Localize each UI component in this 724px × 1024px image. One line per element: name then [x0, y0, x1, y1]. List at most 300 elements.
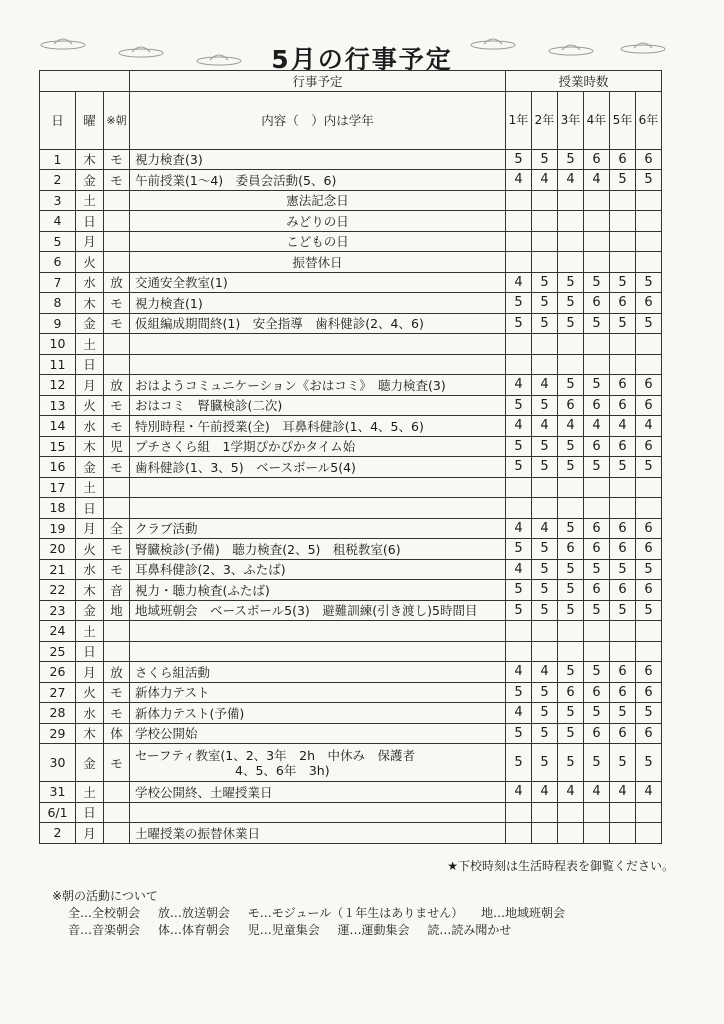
- hours-cell: 5: [532, 313, 558, 334]
- hours-cell: [558, 477, 584, 498]
- hours-cell: 5: [636, 313, 662, 334]
- morning-cell: [104, 334, 130, 355]
- hours-cell: 6: [636, 395, 662, 416]
- schedule-row: [40, 802, 662, 823]
- hours-cell: 4: [558, 416, 584, 437]
- schedule-row: [40, 723, 662, 744]
- event-cell: [130, 641, 506, 662]
- hours-cell: 5: [532, 744, 558, 782]
- hours-cell: 5: [584, 559, 610, 580]
- hours-cell: 4: [532, 782, 558, 803]
- hours-cell: [506, 621, 532, 642]
- note-item: 読…読み聞かせ: [427, 923, 512, 937]
- day-cell: 18: [40, 498, 76, 519]
- event-cell: 振替休日: [130, 252, 506, 273]
- dow-cell: 火: [76, 539, 104, 560]
- hours-cell: 5: [636, 744, 662, 782]
- hours-cell: 4: [584, 170, 610, 191]
- day-cell: 11: [40, 354, 76, 375]
- event-cell: 土曜授業の振替休業日: [130, 823, 506, 844]
- hours-cell: [532, 231, 558, 252]
- schedule-row: [40, 211, 662, 232]
- day-cell: 9: [40, 313, 76, 334]
- schedule-row: [40, 354, 662, 375]
- morning-cell: [104, 498, 130, 519]
- hours-cell: [558, 252, 584, 273]
- hours-cell: [532, 354, 558, 375]
- header-row-top: [40, 71, 662, 92]
- hours-cell: [610, 252, 636, 273]
- morning-cell: 体: [104, 723, 130, 744]
- hours-cell: 5: [636, 559, 662, 580]
- hours-cell: [532, 252, 558, 273]
- hours-cell: [584, 498, 610, 519]
- hours-cell: 6: [558, 395, 584, 416]
- morning-cell: モ: [104, 457, 130, 478]
- day-cell: 2: [40, 170, 76, 191]
- hours-cell: [532, 802, 558, 823]
- schedule-row: [40, 416, 662, 437]
- morning-cell: [104, 252, 130, 273]
- hours-cell: [558, 621, 584, 642]
- hours-cell: 6: [610, 723, 636, 744]
- hours-cell: 5: [506, 580, 532, 601]
- note-item: 全…全校朝会: [68, 906, 141, 920]
- hours-cell: 6: [610, 293, 636, 314]
- hours-cell: [558, 211, 584, 232]
- hours-cell: 5: [506, 682, 532, 703]
- dow-cell: 日: [76, 211, 104, 232]
- hours-cell: [636, 802, 662, 823]
- day-cell: 3: [40, 190, 76, 211]
- morning-cell: 放: [104, 662, 130, 683]
- hours-cell: [584, 211, 610, 232]
- footer-note: ★下校時刻は生活時程表を御覧ください。: [447, 859, 674, 873]
- morning-cell: 放: [104, 272, 130, 293]
- event-line: 4、5、6年 3h): [235, 762, 330, 778]
- day-cell: 6/1: [40, 802, 76, 823]
- morning-cell: 全: [104, 518, 130, 539]
- hours-cell: [532, 211, 558, 232]
- hours-cell: [506, 641, 532, 662]
- hours-cell: 5: [610, 313, 636, 334]
- dow-cell: 金: [76, 600, 104, 621]
- hours-cell: 5: [584, 703, 610, 724]
- schedule-row: [40, 190, 662, 211]
- morning-cell: [104, 823, 130, 844]
- day-cell: 1: [40, 149, 76, 170]
- dow-cell: 水: [76, 272, 104, 293]
- hours-cell: [506, 190, 532, 211]
- day-cell: 21: [40, 559, 76, 580]
- dow-cell: 金: [76, 170, 104, 191]
- morning-activity-notes: [52, 888, 579, 939]
- hours-cell: [506, 334, 532, 355]
- schedule-row: [40, 252, 662, 273]
- schedule-row: [40, 539, 662, 560]
- dow-cell: 日: [76, 498, 104, 519]
- event-cell: おはコミ 腎臓検診(二次): [130, 395, 506, 416]
- dow-cell: 月: [76, 375, 104, 396]
- grade-header: 3年: [558, 91, 584, 149]
- hours-cell: [584, 802, 610, 823]
- hours-cell: 5: [610, 170, 636, 191]
- morning-cell: 放: [104, 375, 130, 396]
- hours-cell: [584, 354, 610, 375]
- event-cell: [130, 477, 506, 498]
- schedule-row: [40, 436, 662, 457]
- hours-cell: [532, 641, 558, 662]
- hours-cell: 4: [610, 416, 636, 437]
- hours-cell: [610, 802, 636, 823]
- hours-cell: [610, 621, 636, 642]
- hours-cell: 5: [558, 272, 584, 293]
- morning-cell: [104, 782, 130, 803]
- event-cell: [130, 354, 506, 375]
- hours-cell: 5: [532, 436, 558, 457]
- hours-cell: 5: [558, 293, 584, 314]
- hours-cell: 5: [532, 703, 558, 724]
- note-item: 運…運動集会: [337, 923, 410, 937]
- hours-cell: 5: [558, 457, 584, 478]
- schedule-row: [40, 170, 662, 191]
- event-cell: さくら組活動: [130, 662, 506, 683]
- hours-cell: 5: [532, 149, 558, 170]
- hours-cell: [584, 477, 610, 498]
- hours-cell: 5: [532, 457, 558, 478]
- schedule-row: [40, 662, 662, 683]
- dow-cell: 水: [76, 703, 104, 724]
- hours-cell: 5: [558, 559, 584, 580]
- hours-cell: [558, 190, 584, 211]
- hours-cell: 4: [558, 170, 584, 191]
- schedule-row: [40, 477, 662, 498]
- hours-cell: 5: [610, 744, 636, 782]
- note-item: 地…地域班朝会: [481, 906, 566, 920]
- header-blank: [40, 71, 130, 92]
- hours-cell: 4: [506, 518, 532, 539]
- hours-cell: [636, 190, 662, 211]
- event-cell: 交通安全教室(1): [130, 272, 506, 293]
- morning-cell: [104, 211, 130, 232]
- notes-line-2: [52, 922, 579, 939]
- morning-header: ※朝: [104, 91, 130, 149]
- hours-cell: [584, 190, 610, 211]
- hours-cell: [610, 354, 636, 375]
- note-item: 放…放送朝会: [157, 906, 230, 920]
- dow-cell: 土: [76, 190, 104, 211]
- schedule-row: [40, 498, 662, 519]
- hours-cell: 4: [532, 662, 558, 683]
- hours-cell: [584, 621, 610, 642]
- hours-cell: 5: [584, 457, 610, 478]
- day-cell: 23: [40, 600, 76, 621]
- hours-cell: 5: [636, 457, 662, 478]
- dow-cell: 金: [76, 744, 104, 782]
- hours-cell: 5: [584, 272, 610, 293]
- morning-cell: モ: [104, 313, 130, 334]
- schedule-row: [40, 782, 662, 803]
- schedule-row: [40, 272, 662, 293]
- day-cell: 26: [40, 662, 76, 683]
- day-cell: 10: [40, 334, 76, 355]
- morning-cell: モ: [104, 744, 130, 782]
- event-cell: みどりの日: [130, 211, 506, 232]
- hours-cell: 6: [636, 580, 662, 601]
- event-cell: プチさくら組 1学期ぴかぴかタイム始: [130, 436, 506, 457]
- hours-cell: 5: [636, 272, 662, 293]
- day-cell: 2: [40, 823, 76, 844]
- hours-cell: 6: [584, 436, 610, 457]
- hours-cell: 5: [558, 600, 584, 621]
- hours-cell: [532, 477, 558, 498]
- hours-cell: 6: [610, 580, 636, 601]
- hours-cell: 5: [506, 744, 532, 782]
- day-cell: 8: [40, 293, 76, 314]
- day-cell: 13: [40, 395, 76, 416]
- schedule-row: [40, 375, 662, 396]
- event-line: セーフティ教室(1、2、3年 2h 中休み 保護者: [135, 747, 415, 763]
- hours-cell: 5: [558, 723, 584, 744]
- hours-cell: 6: [610, 149, 636, 170]
- schedule-row: [40, 580, 662, 601]
- schedule-row: [40, 313, 662, 334]
- event-cell: 憲法記念日: [130, 190, 506, 211]
- morning-cell: [104, 641, 130, 662]
- grade-header: 2年: [532, 91, 558, 149]
- morning-cell: 地: [104, 600, 130, 621]
- notes-line-1: [52, 905, 579, 922]
- hours-cell: 5: [558, 744, 584, 782]
- event-cell: 仮組編成期間終(1) 安全指導 歯科健診(2、4、6): [130, 313, 506, 334]
- hours-cell: 6: [636, 539, 662, 560]
- morning-cell: [104, 802, 130, 823]
- events-header: 行事予定: [130, 71, 506, 92]
- hours-cell: [532, 334, 558, 355]
- hours-cell: [610, 231, 636, 252]
- event-cell: [130, 334, 506, 355]
- hours-cell: [506, 498, 532, 519]
- morning-cell: [104, 621, 130, 642]
- hours-cell: 5: [506, 395, 532, 416]
- hours-cell: 6: [610, 375, 636, 396]
- day-cell: 22: [40, 580, 76, 601]
- event-cell: 学校公開始: [130, 723, 506, 744]
- hours-cell: 5: [532, 395, 558, 416]
- hours-cell: 4: [532, 375, 558, 396]
- dow-cell: 木: [76, 149, 104, 170]
- hours-cell: 5: [584, 313, 610, 334]
- morning-cell: モ: [104, 293, 130, 314]
- hours-cell: [558, 354, 584, 375]
- event-cell: 地域班朝会 ベースボール5(3) 避難訓練(引き渡し)5時間目: [130, 600, 506, 621]
- hours-cell: [584, 641, 610, 662]
- hours-cell: 6: [584, 395, 610, 416]
- hours-cell: 5: [532, 539, 558, 560]
- dow-cell: 水: [76, 416, 104, 437]
- morning-cell: モ: [104, 539, 130, 560]
- hours-cell: 5: [558, 375, 584, 396]
- hours-cell: [584, 231, 610, 252]
- event-cell: 新体力テスト(予備): [130, 703, 506, 724]
- schedule-row: [40, 231, 662, 252]
- hours-cell: [610, 334, 636, 355]
- dow-cell: 木: [76, 580, 104, 601]
- hours-cell: 5: [610, 559, 636, 580]
- hours-cell: [532, 621, 558, 642]
- hours-cell: 6: [584, 539, 610, 560]
- hours-cell: 6: [610, 662, 636, 683]
- dow-cell: 日: [76, 641, 104, 662]
- day-cell: 30: [40, 744, 76, 782]
- hours-cell: 6: [610, 682, 636, 703]
- event-cell: クラブ活動: [130, 518, 506, 539]
- hours-cell: 5: [532, 723, 558, 744]
- schedule-row: [40, 518, 662, 539]
- hours-cell: 5: [506, 313, 532, 334]
- hours-cell: 6: [558, 682, 584, 703]
- schedule-row: [40, 823, 662, 844]
- hours-cell: [506, 823, 532, 844]
- grade-header: 6年: [636, 91, 662, 149]
- dow-cell: 木: [76, 436, 104, 457]
- grade-header: 1年: [506, 91, 532, 149]
- page-title: 5月の行事予定: [271, 45, 453, 74]
- hours-cell: 4: [636, 416, 662, 437]
- dow-header: 曜: [76, 91, 104, 149]
- hours-cell: 5: [636, 170, 662, 191]
- hours-cell: [610, 641, 636, 662]
- dow-cell: 水: [76, 559, 104, 580]
- day-cell: 4: [40, 211, 76, 232]
- event-cell: [130, 498, 506, 519]
- dow-cell: 火: [76, 395, 104, 416]
- hours-cell: [506, 231, 532, 252]
- day-cell: 27: [40, 682, 76, 703]
- dow-cell: 日: [76, 354, 104, 375]
- day-cell: 16: [40, 457, 76, 478]
- dow-cell: 土: [76, 477, 104, 498]
- day-cell: 17: [40, 477, 76, 498]
- hours-cell: 5: [584, 375, 610, 396]
- dow-cell: 土: [76, 621, 104, 642]
- hours-cell: 6: [610, 395, 636, 416]
- hours-cell: 6: [610, 436, 636, 457]
- hours-cell: [558, 802, 584, 823]
- hours-header: 授業時数: [506, 71, 662, 92]
- header-row-main: [40, 91, 662, 149]
- schedule-row: [40, 703, 662, 724]
- hours-cell: 6: [558, 539, 584, 560]
- dow-cell: 木: [76, 723, 104, 744]
- hours-cell: 5: [610, 703, 636, 724]
- hours-cell: [636, 334, 662, 355]
- hours-cell: [584, 334, 610, 355]
- dow-cell: 土: [76, 782, 104, 803]
- hours-cell: [532, 498, 558, 519]
- hours-cell: [636, 252, 662, 273]
- dow-cell: 月: [76, 231, 104, 252]
- event-cell: 視力検査(1): [130, 293, 506, 314]
- content-header: 内容（ ）内は学年: [130, 91, 506, 149]
- morning-cell: モ: [104, 149, 130, 170]
- hours-cell: [636, 641, 662, 662]
- event-cell: [130, 744, 506, 782]
- hours-cell: 5: [532, 600, 558, 621]
- schedule-row: [40, 641, 662, 662]
- hours-cell: [610, 498, 636, 519]
- hours-cell: 6: [636, 682, 662, 703]
- hours-cell: [636, 211, 662, 232]
- hours-cell: 5: [558, 703, 584, 724]
- dow-cell: 木: [76, 293, 104, 314]
- hours-cell: 5: [610, 272, 636, 293]
- event-cell: こどもの日: [130, 231, 506, 252]
- event-cell: 特別時程・午前授業(全) 耳鼻科健診(1、4、5、6): [130, 416, 506, 437]
- dow-cell: 月: [76, 662, 104, 683]
- hours-cell: 6: [636, 662, 662, 683]
- hours-cell: 4: [506, 703, 532, 724]
- hours-cell: [636, 621, 662, 642]
- day-cell: 29: [40, 723, 76, 744]
- dow-cell: 日: [76, 802, 104, 823]
- hours-cell: 5: [610, 457, 636, 478]
- note-item: 音…音楽朝会: [68, 923, 141, 937]
- grade-header: 4年: [584, 91, 610, 149]
- morning-cell: 児: [104, 436, 130, 457]
- hours-cell: [636, 498, 662, 519]
- dow-cell: 金: [76, 313, 104, 334]
- hours-cell: [558, 231, 584, 252]
- hours-cell: 4: [610, 782, 636, 803]
- day-cell: 31: [40, 782, 76, 803]
- dow-cell: 火: [76, 252, 104, 273]
- morning-cell: [104, 354, 130, 375]
- hours-cell: 5: [506, 600, 532, 621]
- morning-cell: モ: [104, 170, 130, 191]
- hours-cell: [610, 190, 636, 211]
- event-cell: おはようコミュニケーション《おはコミ》 聴力検査(3): [130, 375, 506, 396]
- schedule-row: [40, 559, 662, 580]
- hours-cell: [584, 252, 610, 273]
- hours-cell: 5: [532, 559, 558, 580]
- dow-cell: 土: [76, 334, 104, 355]
- morning-cell: モ: [104, 703, 130, 724]
- hours-cell: 6: [584, 518, 610, 539]
- dow-cell: 月: [76, 518, 104, 539]
- event-cell: 午前授業(1～4) 委員会活動(5、6): [130, 170, 506, 191]
- event-cell: 視力検査(3): [130, 149, 506, 170]
- hours-cell: [558, 334, 584, 355]
- dow-cell: 金: [76, 457, 104, 478]
- hours-cell: 5: [558, 662, 584, 683]
- dow-cell: 月: [76, 823, 104, 844]
- hours-cell: 5: [610, 600, 636, 621]
- day-cell: 6: [40, 252, 76, 273]
- event-cell: 学校公開終、土曜授業日: [130, 782, 506, 803]
- morning-cell: 音: [104, 580, 130, 601]
- day-cell: 20: [40, 539, 76, 560]
- hours-cell: 5: [558, 518, 584, 539]
- hours-cell: 6: [584, 580, 610, 601]
- day-cell: 15: [40, 436, 76, 457]
- hours-cell: 5: [584, 744, 610, 782]
- grade-header: 5年: [610, 91, 636, 149]
- morning-cell: [104, 477, 130, 498]
- hours-cell: [584, 823, 610, 844]
- hours-cell: 6: [636, 149, 662, 170]
- hours-cell: 5: [506, 293, 532, 314]
